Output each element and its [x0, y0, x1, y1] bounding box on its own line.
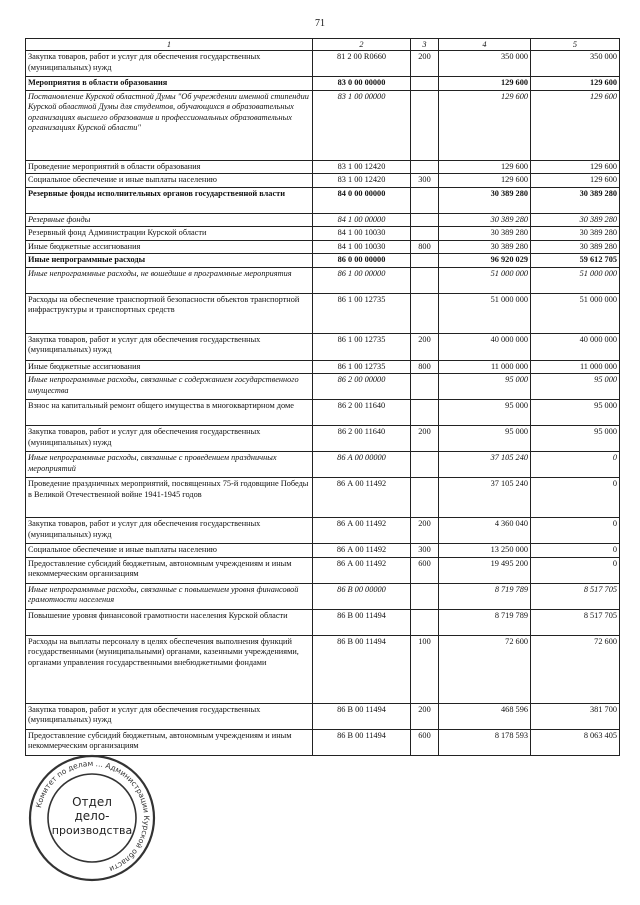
row-amount-2: 129 600	[531, 160, 620, 174]
row-code: 84 0 00 00000	[313, 187, 411, 213]
row-code: 83 1 00 12420	[313, 174, 411, 188]
row-amount-1: 30 389 280	[439, 187, 531, 213]
row-amount-1: 129 600	[439, 77, 531, 91]
table-row	[26, 360, 620, 374]
row-code: 86 1 00 12735	[313, 293, 411, 333]
row-code: 86 2 00 11640	[313, 426, 411, 452]
table-row	[26, 187, 620, 213]
row-expense-type	[411, 187, 439, 213]
row-code: 86 1 00 12735	[313, 333, 411, 360]
row-amount-1: 95 000	[439, 426, 531, 452]
row-name: Резервные фонды	[26, 213, 313, 227]
row-name: Иные непрограммные расходы	[26, 254, 313, 268]
row-amount-1: 350 000	[439, 51, 531, 77]
row-amount-1: 19 495 200	[439, 557, 531, 583]
table-row	[26, 51, 620, 77]
table-body	[26, 51, 620, 756]
row-amount-1: 129 600	[439, 174, 531, 188]
row-code: 84 1 00 10030	[313, 240, 411, 254]
table-row	[26, 333, 620, 360]
row-amount-2: 0	[531, 544, 620, 558]
table-row	[26, 90, 620, 160]
row-amount-2: 95 000	[531, 426, 620, 452]
budget-table	[25, 38, 620, 756]
office-stamp	[26, 752, 158, 884]
row-amount-2: 350 000	[531, 51, 620, 77]
table-row	[26, 160, 620, 174]
table-row	[26, 635, 620, 703]
row-expense-type: 200	[411, 333, 439, 360]
row-amount-2: 11 000 000	[531, 360, 620, 374]
table-row	[26, 426, 620, 452]
row-code: 86 В 00 11494	[313, 635, 411, 703]
row-amount-2: 30 389 280	[531, 213, 620, 227]
row-amount-2: 30 389 280	[531, 187, 620, 213]
row-name: Социальное обеспечение и иные выплаты населению	[26, 544, 313, 558]
row-expense-type	[411, 254, 439, 268]
row-amount-2: 59 612 705	[531, 254, 620, 268]
table-row	[26, 452, 620, 478]
row-code: 86 А 00 00000	[313, 452, 411, 478]
row-amount-1: 51 000 000	[439, 293, 531, 333]
row-code: 81 2 00 R0660	[313, 51, 411, 77]
row-code: 83 1 00 00000	[313, 90, 411, 160]
row-amount-2: 8 517 705	[531, 583, 620, 609]
row-amount-2: 129 600	[531, 174, 620, 188]
row-amount-1: 8 178 593	[439, 729, 531, 755]
table-row	[26, 77, 620, 91]
row-amount-1: 37 105 240	[439, 452, 531, 478]
row-amount-2: 95 000	[531, 374, 620, 400]
column-header-row	[26, 39, 620, 51]
table-row	[26, 267, 620, 293]
row-code: 86 1 00 12735	[313, 360, 411, 374]
table-row	[26, 254, 620, 268]
row-amount-1: 95 000	[439, 400, 531, 426]
row-amount-1: 30 389 280	[439, 213, 531, 227]
row-expense-type: 600	[411, 557, 439, 583]
row-name: Мероприятия в области образования	[26, 77, 313, 91]
row-expense-type	[411, 213, 439, 227]
row-code: 86 0 00 00000	[313, 254, 411, 268]
row-expense-type	[411, 293, 439, 333]
row-amount-2: 0	[531, 518, 620, 544]
row-amount-2: 0	[531, 557, 620, 583]
table-row	[26, 518, 620, 544]
row-expense-type	[411, 452, 439, 478]
row-expense-type	[411, 374, 439, 400]
row-amount-1: 129 600	[439, 90, 531, 160]
row-amount-2: 95 000	[531, 400, 620, 426]
table-row	[26, 544, 620, 558]
row-code: 86 А 00 11492	[313, 478, 411, 518]
row-amount-2: 0	[531, 452, 620, 478]
row-amount-1: 30 389 280	[439, 227, 531, 241]
row-code: 86 2 00 11640	[313, 400, 411, 426]
row-name: Иные непрограммные расходы, связанные с повышением уровня финансовой грамотности населения	[26, 583, 313, 609]
row-amount-1: 468 596	[439, 703, 531, 729]
column-header: 1	[26, 39, 313, 51]
table-row	[26, 703, 620, 729]
row-amount-1: 129 600	[439, 160, 531, 174]
row-name: Иные непрограммные расходы, не вошедшие в программные мероприятия	[26, 267, 313, 293]
stamp-ring-text: Комитет по делам ... Администрации Курской области	[34, 758, 152, 874]
row-code: 83 1 00 12420	[313, 160, 411, 174]
row-amount-1: 4 360 040	[439, 518, 531, 544]
row-expense-type	[411, 478, 439, 518]
row-name: Иные бюджетные ассигнования	[26, 240, 313, 254]
row-code: 86 А 00 11492	[313, 518, 411, 544]
table-row	[26, 583, 620, 609]
row-name: Постановление Курской областной Думы "Об учреждении именной стипендии Курской областной Думы для студентов, обучающихся в образовательных организациях высшего образования и профессиональных образовательных организациях Курской области"	[26, 90, 313, 160]
row-code: 86 2 00 00000	[313, 374, 411, 400]
row-name: Повышение уровня финансовой грамотности населения Курской области	[26, 609, 313, 635]
table-row	[26, 293, 620, 333]
table-row	[26, 478, 620, 518]
row-code: 83 0 00 00000	[313, 77, 411, 91]
column-header: 4	[439, 39, 531, 51]
row-amount-2: 129 600	[531, 90, 620, 160]
table-row	[26, 400, 620, 426]
row-amount-2: 30 389 280	[531, 227, 620, 241]
table-row	[26, 374, 620, 400]
row-name: Расходы на обеспечение транспортной безопасности объектов транспортной инфраструктуры и транспортных средств	[26, 293, 313, 333]
row-name: Закупка товаров, работ и услуг для обеспечения государственных (муниципальных) нужд	[26, 333, 313, 360]
row-expense-type: 800	[411, 360, 439, 374]
row-amount-1: 40 000 000	[439, 333, 531, 360]
row-code: 86 В 00 11494	[313, 703, 411, 729]
row-amount-1: 96 920 029	[439, 254, 531, 268]
row-name: Закупка товаров, работ и услуг для обеспечения государственных (муниципальных) нужд	[26, 703, 313, 729]
row-code: 86 1 00 00000	[313, 267, 411, 293]
row-expense-type	[411, 227, 439, 241]
table-row	[26, 557, 620, 583]
row-code: 86 А 00 11492	[313, 557, 411, 583]
page-number: 71	[315, 18, 325, 29]
row-expense-type	[411, 583, 439, 609]
row-amount-1: 8 719 789	[439, 583, 531, 609]
table-row	[26, 174, 620, 188]
row-code: 86 В 00 00000	[313, 583, 411, 609]
row-amount-1: 72 600	[439, 635, 531, 703]
row-code: 84 1 00 00000	[313, 213, 411, 227]
column-header: 2	[313, 39, 411, 51]
row-expense-type	[411, 90, 439, 160]
stamp-text-line2: дело-	[74, 809, 110, 823]
row-amount-2: 40 000 000	[531, 333, 620, 360]
table-row	[26, 609, 620, 635]
row-expense-type: 300	[411, 544, 439, 558]
row-amount-2: 129 600	[531, 77, 620, 91]
row-expense-type: 600	[411, 729, 439, 755]
row-name: Проведение мероприятий в области образования	[26, 160, 313, 174]
row-amount-1: 11 000 000	[439, 360, 531, 374]
row-name: Расходы на выплаты персоналу в целях обеспечения выполнения функций государственными (муниципальными) органами, казенными учреждениями, органами управления государственными внебюджетными фондами	[26, 635, 313, 703]
row-name: Резервный фонд Администрации Курской области	[26, 227, 313, 241]
row-name: Иные непрограммные расходы, связанные с проведением праздничных мероприятий	[26, 452, 313, 478]
column-header: 5	[531, 39, 620, 51]
row-amount-2: 51 000 000	[531, 267, 620, 293]
table-row	[26, 213, 620, 227]
row-expense-type: 200	[411, 518, 439, 544]
row-expense-type	[411, 609, 439, 635]
row-code: 86 В 00 11494	[313, 729, 411, 755]
row-name: Закупка товаров, работ и услуг для обеспечения государственных (муниципальных) нужд	[26, 51, 313, 77]
row-name: Иные непрограммные расходы, связанные с содержанием государственного имущества	[26, 374, 313, 400]
row-name: Иные бюджетные ассигнования	[26, 360, 313, 374]
row-expense-type	[411, 160, 439, 174]
stamp-text-line3: производства	[51, 824, 133, 837]
row-name: Предоставление субсидий бюджетным, автономным учреждениям и иным некоммерческим организациям	[26, 729, 313, 755]
row-expense-type	[411, 77, 439, 91]
row-amount-2: 8 063 405	[531, 729, 620, 755]
row-expense-type: 800	[411, 240, 439, 254]
stamp-text-line1: Отдел	[72, 795, 112, 809]
row-amount-2: 30 389 280	[531, 240, 620, 254]
row-name: Проведение праздничных мероприятий, посвященных 75-й годовщине Победы в Великой Отечественной войне 1941-1945 годов	[26, 478, 313, 518]
row-amount-2: 381 700	[531, 703, 620, 729]
table-row	[26, 240, 620, 254]
table-row	[26, 227, 620, 241]
row-code: 84 1 00 10030	[313, 227, 411, 241]
row-amount-2: 72 600	[531, 635, 620, 703]
row-name: Взнос на капитальный ремонт общего имущества в многоквартирном доме	[26, 400, 313, 426]
row-amount-2: 0	[531, 478, 620, 518]
column-header: 3	[411, 39, 439, 51]
row-amount-2: 8 517 705	[531, 609, 620, 635]
row-code: 86 В 00 11494	[313, 609, 411, 635]
row-amount-1: 13 250 000	[439, 544, 531, 558]
row-expense-type: 200	[411, 51, 439, 77]
row-name: Социальное обеспечение и иные выплаты населению	[26, 174, 313, 188]
row-expense-type: 300	[411, 174, 439, 188]
row-code: 86 А 00 11492	[313, 544, 411, 558]
row-expense-type: 200	[411, 426, 439, 452]
row-amount-1: 30 389 280	[439, 240, 531, 254]
row-name: Резервные фонды исполнительных органов государственной власти	[26, 187, 313, 213]
row-amount-1: 8 719 789	[439, 609, 531, 635]
row-expense-type: 200	[411, 703, 439, 729]
row-amount-1: 51 000 000	[439, 267, 531, 293]
row-name: Закупка товаров, работ и услуг для обеспечения государственных (муниципальных) нужд	[26, 426, 313, 452]
row-expense-type	[411, 267, 439, 293]
row-amount-1: 37 105 240	[439, 478, 531, 518]
row-expense-type	[411, 400, 439, 426]
row-name: Предоставление субсидий бюджетным, автономным учреждениям и иным некоммерческим организациям	[26, 557, 313, 583]
row-amount-1: 95 000	[439, 374, 531, 400]
row-name: Закупка товаров, работ и услуг для обеспечения государственных (муниципальных) нужд	[26, 518, 313, 544]
row-expense-type: 100	[411, 635, 439, 703]
row-amount-2: 51 000 000	[531, 293, 620, 333]
